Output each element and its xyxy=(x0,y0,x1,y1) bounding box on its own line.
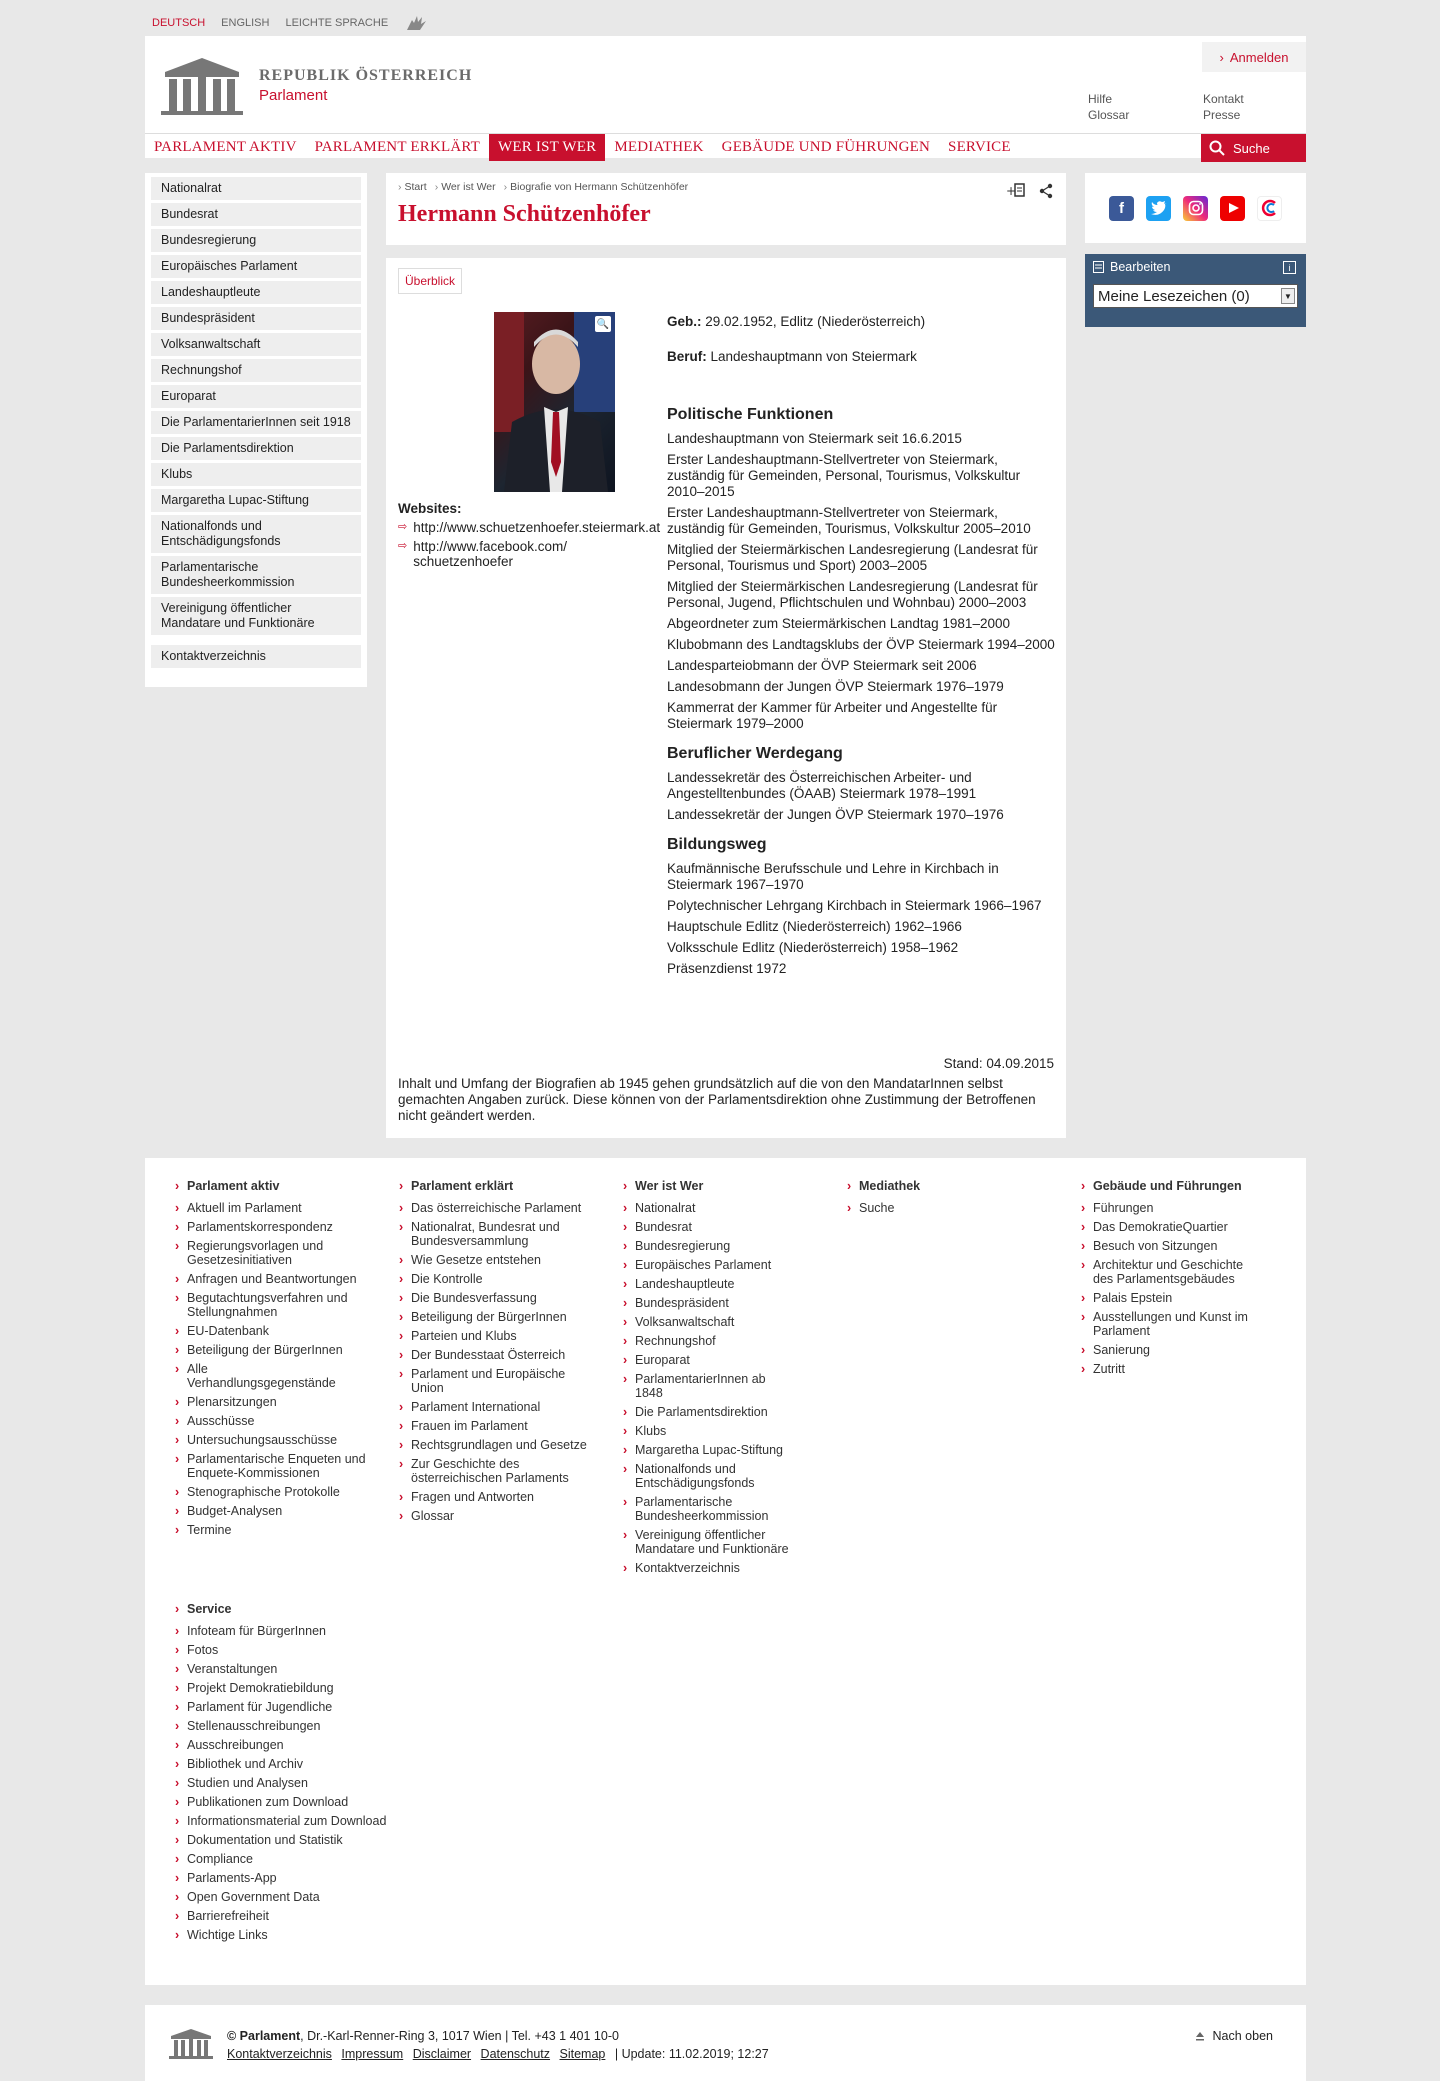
social-links xyxy=(1085,173,1306,243)
portrait-image xyxy=(494,312,615,492)
bookmarks-edit[interactable] xyxy=(1093,260,1298,274)
footer-link[interactable]: › Stellenausschreibungen xyxy=(187,1719,407,1733)
footer-link[interactable]: › Ausschüsse xyxy=(187,1414,367,1428)
footer-info xyxy=(227,2027,769,2063)
sidebar-item[interactable]: Nationalfonds und Entschädigungsfonds xyxy=(151,515,361,553)
page-title: Hermann Schützenhöfer xyxy=(398,201,651,227)
help-link[interactable]: Hilfe xyxy=(1088,92,1113,106)
footer-link[interactable]: › Untersuchungsausschüsse xyxy=(187,1433,367,1447)
breadcrumb-item[interactable]: › Wer ist Wer xyxy=(435,181,496,193)
footer-link[interactable]: › Bundesrat xyxy=(635,1220,815,1234)
footer-link[interactable]: › Open Government Data xyxy=(187,1890,407,1904)
footer-link[interactable]: › Rechnungshof xyxy=(635,1334,815,1348)
search-icon xyxy=(1209,140,1225,156)
nav-wer-ist-wer[interactable]: WER IST WER xyxy=(489,134,605,161)
websites-label: Websites: xyxy=(398,501,462,516)
bookmarks-select[interactable] xyxy=(1093,284,1298,308)
list-item: Landessekretär des Österreichischen Arbeiter- und Angestelltenbundes (ÖAAB) Steiermark 1978–1991 xyxy=(667,770,977,801)
footer-link[interactable]: › Nationalrat, Bundesrat und Bundesversammlung xyxy=(411,1220,591,1248)
footer-link[interactable]: › Parlament für Jugendliche xyxy=(187,1700,407,1714)
footer-link[interactable]: › Margaretha Lupac-Stiftung xyxy=(635,1443,815,1457)
contact-link[interactable]: Kontakt xyxy=(1203,92,1244,106)
list-item: Erster Landeshauptmann-Stellvertreter von Steiermark, zuständig für Gemeinden, Personal, Tourismus, Volkskultur 2010–2015 xyxy=(667,452,1021,499)
main-navigation xyxy=(145,133,1306,161)
footer-sitemap xyxy=(145,1158,1306,1985)
footer-link[interactable]: › Frauen im Parlament xyxy=(411,1419,591,1433)
footer-col-mediathek xyxy=(859,1179,1019,1220)
footer-link[interactable]: › Parteien und Klubs xyxy=(411,1329,591,1343)
title-box xyxy=(386,173,1066,245)
meta-links xyxy=(1088,92,1283,122)
footer-link[interactable]: › Europarat xyxy=(635,1353,815,1367)
sidebar-item[interactable]: Margaretha Lupac-Stiftung xyxy=(151,489,361,512)
footer-bottom-link[interactable]: Kontaktverzeichnis xyxy=(227,2047,332,2061)
lang-en-link[interactable]: ENGLISH xyxy=(221,17,270,29)
website-link[interactable] xyxy=(398,539,660,569)
footer-link[interactable]: › Ausschreibungen xyxy=(187,1738,407,1752)
footer-link[interactable]: › Begutachtungsverfahren und Stellungnahmen xyxy=(187,1291,367,1319)
footer-link[interactable]: › Besuch von Sitzungen xyxy=(1093,1239,1263,1253)
edit-icon xyxy=(1093,261,1104,273)
website-link[interactable] xyxy=(398,520,660,535)
nav-gebaeude[interactable]: GEBÄUDE UND FÜHRUNGEN xyxy=(721,139,931,155)
sidebar-item[interactable]: Europarat xyxy=(151,385,361,408)
list-item: Polytechnischer Lehrgang Kirchbach in Steiermark 1966–1967 xyxy=(667,898,1042,913)
list-item: Abgeordneter zum Steiermärkischen Landtag 1981–2000 xyxy=(667,616,1010,631)
parliament-logo-icon xyxy=(159,54,245,116)
footer-link[interactable]: › Europäisches Parlament xyxy=(635,1258,815,1272)
nav-mediathek[interactable]: MEDIATHEK xyxy=(614,139,704,155)
footer-link[interactable]: › Infoteam für BürgerInnen xyxy=(187,1624,407,1638)
copyright: © Parlament xyxy=(227,2029,301,2043)
sidebar-item[interactable]: Landeshauptleute xyxy=(151,281,361,304)
footer-col-wer xyxy=(635,1179,815,1580)
list-item: Kammerrat der Kammer für Arbeiter und Angestellte für Steiermark 1979–2000 xyxy=(667,700,998,731)
job-row xyxy=(667,349,1057,365)
share-icon[interactable] xyxy=(1038,183,1054,199)
sidebar-item[interactable]: Bundesregierung xyxy=(151,229,361,252)
career-heading: Beruflicher Werdegang xyxy=(667,745,843,762)
sidebar-item[interactable]: Vereinigung öffentlicher Mandatare und Funktionäre xyxy=(151,597,361,635)
footer-link[interactable]: › Parlamentskorrespondenz xyxy=(187,1220,367,1234)
update-date: | Update: 11.02.2019; 12:27 xyxy=(614,2047,769,2061)
search-label: Suche xyxy=(1233,140,1270,156)
footer-heading[interactable]: › Wer ist Wer xyxy=(635,1179,815,1193)
footer-col-service xyxy=(187,1602,407,1947)
nav-parlament-erklaert[interactable]: PARLAMENT ERKLÄRT xyxy=(314,139,481,155)
bottom-bar xyxy=(145,2005,1306,2081)
footer-link[interactable]: › Regierungsvorlagen und Gesetzesinitiativen xyxy=(187,1239,367,1267)
footer-link[interactable]: › ParlamentarierInnen ab 1848 xyxy=(635,1372,775,1400)
list-item: Kaufmännische Berufsschule und Lehre in Kirchbach in Steiermark 1967–1970 xyxy=(667,861,999,892)
footer-heading[interactable]: › Parlament aktiv xyxy=(187,1179,367,1193)
lang-de-link[interactable]: DEUTSCH xyxy=(152,17,206,29)
footer-link[interactable]: › Dokumentation und Statistik xyxy=(187,1833,407,1847)
list-item: Mitglied der Steiermärkischen Landesregierung (Landesrat für Personal, Tourismus und Sport) 2003–2005 xyxy=(667,542,1038,573)
breadcrumb xyxy=(398,181,1054,193)
footer-heading[interactable]: › Service xyxy=(187,1602,407,1616)
footer-link[interactable]: › Publikationen zum Download xyxy=(187,1795,407,1809)
footer-link[interactable]: › Suche xyxy=(859,1201,1019,1215)
footer-link[interactable]: › Nationalrat xyxy=(635,1201,815,1215)
site-header xyxy=(145,36,1306,158)
job-value: Landeshauptmann von Steiermark xyxy=(710,349,917,364)
footer-link[interactable]: › Parlamentarische Bundesheerkommission xyxy=(635,1495,815,1523)
svg-text:+: + xyxy=(1006,184,1017,198)
list-item: Landeshauptmann von Steiermark seit 16.6.2015 xyxy=(667,431,962,446)
footer-link[interactable]: › Bibliothek und Archiv xyxy=(187,1757,407,1771)
footer-link[interactable]: › Budget-Analysen xyxy=(187,1504,367,1518)
back-to-top-label: Nach oben xyxy=(1212,2029,1273,2043)
footer-link[interactable]: › Nationalfonds und Entschädigungsfonds xyxy=(635,1462,815,1490)
external-link-icon: ⇨ xyxy=(398,540,408,552)
footer-link[interactable]: › Wichtige Links xyxy=(187,1928,407,1942)
footer-link[interactable]: › Bundesregierung xyxy=(635,1239,815,1253)
sidebar-item[interactable]: Europäisches Parlament xyxy=(151,255,361,278)
birth-row xyxy=(667,314,1057,330)
footer-col-gebaeude xyxy=(1093,1179,1263,1381)
footer-link[interactable]: › Sanierung xyxy=(1093,1343,1263,1357)
political-functions-heading: Politische Funktionen xyxy=(667,406,834,423)
site-logo[interactable] xyxy=(159,54,472,116)
tab-overview[interactable]: Überblick xyxy=(398,268,462,294)
footer-link[interactable]: › Termine xyxy=(187,1523,367,1537)
stand-date: Stand: 04.09.2015 xyxy=(943,1056,1054,1071)
footer-link[interactable]: › Zutritt xyxy=(1093,1362,1263,1376)
chevron-right-icon: › xyxy=(1219,49,1224,65)
login-button[interactable] xyxy=(1202,42,1306,72)
biography-content xyxy=(386,258,1066,1138)
footer-link[interactable]: › Die Parlamentsdirektion xyxy=(635,1405,815,1419)
footer-link[interactable]: › Beteiligung der BürgerInnen xyxy=(187,1343,367,1357)
address: , Dr.-Karl-Renner-Ring 3, 1017 Wien | Tel. +43 1 401 10-0 xyxy=(300,2029,619,2043)
footer-link[interactable]: › Ausstellungen und Kunst im Parlament xyxy=(1093,1310,1263,1338)
footer-link[interactable]: › Die Bundesverfassung xyxy=(411,1291,591,1305)
footer-col-aktiv xyxy=(187,1179,367,1542)
sidebar-nav xyxy=(145,173,367,687)
footer-link[interactable]: › Wie Gesetze entstehen xyxy=(411,1253,591,1267)
nav-parlament-aktiv[interactable]: PARLAMENT AKTIV xyxy=(154,139,297,155)
flickr-icon[interactable] xyxy=(1257,196,1282,221)
footer-link[interactable]: › Rechtsgrundlagen und Gesetze xyxy=(411,1438,591,1452)
chevron-down-icon: ▼ xyxy=(1281,288,1295,304)
footer-heading[interactable]: › Parlament erklärt xyxy=(411,1179,591,1193)
footer-bottom-link[interactable]: Impressum xyxy=(341,2047,404,2061)
footer-link[interactable]: › Parlament International xyxy=(411,1400,591,1414)
footer-bottom-link[interactable]: Disclaimer xyxy=(412,2047,472,2061)
footer-link[interactable]: › Das DemokratieQuartier xyxy=(1093,1220,1263,1234)
footer-link[interactable]: › Das österreichische Parlament xyxy=(411,1201,591,1215)
list-item: Landesobmann der Jungen ÖVP Steiermark 1976–1979 xyxy=(667,679,1004,694)
footer-link[interactable]: › Kontaktverzeichnis xyxy=(635,1561,815,1575)
footer-link[interactable]: › Parlament und Europäische Union xyxy=(411,1367,591,1395)
footer-link[interactable]: › Zur Geschichte des österreichischen Parlaments xyxy=(411,1457,591,1485)
footer-link[interactable]: › Bundespräsident xyxy=(635,1296,815,1310)
list-item: Präsenzdienst 1972 xyxy=(667,961,787,976)
sidebar-item[interactable]: Nationalrat xyxy=(151,177,361,200)
footer-link[interactable]: › Palais Epstein xyxy=(1093,1291,1263,1305)
footer-link[interactable]: › Vereinigung öffentlicher Mandatare und Funktionäre xyxy=(635,1528,815,1556)
twitter-icon[interactable] xyxy=(1146,196,1171,221)
footer-bottom-link[interactable]: Sitemap xyxy=(559,2047,606,2061)
bookmark-add-icon[interactable] xyxy=(1006,183,1026,199)
nav-service[interactable]: SERVICE xyxy=(948,139,1011,155)
portrait-photo[interactable] xyxy=(494,312,615,492)
footer-link[interactable]: › Architektur und Geschichte des Parlamentsgebäudes xyxy=(1093,1258,1263,1286)
footer-link[interactable]: › Beteiligung der BürgerInnen xyxy=(411,1310,591,1324)
footer-link[interactable]: › Die Kontrolle xyxy=(411,1272,591,1286)
breadcrumb-item[interactable]: › Start xyxy=(398,181,427,193)
sidebar-item[interactable]: Kontaktverzeichnis xyxy=(151,645,361,668)
title-tools xyxy=(1006,183,1054,199)
sidebar-item[interactable]: Bundespräsident xyxy=(151,307,361,330)
footer-link[interactable]: › Führungen xyxy=(1093,1201,1263,1215)
list-item: Erster Landeshauptmann-Stellvertreter von Steiermark, zuständig für Gemeinden, Tourismus, Volkskultur 2005–2010 xyxy=(667,505,1031,536)
list-item: Hauptschule Edlitz (Niederösterreich) 1962–1966 xyxy=(667,919,962,934)
footer-link[interactable]: › Fotos xyxy=(187,1643,407,1657)
footer-link[interactable]: › Alle Verhandlungsgegenstände xyxy=(187,1362,347,1390)
sidebar-item[interactable]: Volksanwaltschaft xyxy=(151,333,361,356)
footer-link[interactable]: › Veranstaltungen xyxy=(187,1662,407,1676)
brand-name: REPUBLIK ÖSTERREICH xyxy=(259,66,473,84)
footer-link[interactable]: › Stenographische Protokolle xyxy=(187,1485,367,1499)
birth-label: Geb.: xyxy=(667,314,702,329)
sidebar-item[interactable]: Rechnungshof xyxy=(151,359,361,382)
websites-section xyxy=(398,501,660,569)
footer-heading[interactable]: › Gebäude und Führungen xyxy=(1093,1179,1263,1193)
footer-link[interactable]: › Barrierefreiheit xyxy=(187,1909,407,1923)
list-item: Klubobmann des Landtagsklubs der ÖVP Steiermark 1994–2000 xyxy=(667,637,1055,652)
arrow-up-icon xyxy=(1195,2031,1205,2041)
footer-link[interactable]: › Aktuell im Parlament xyxy=(187,1201,367,1215)
footer-link[interactable]: › EU-Datenbank xyxy=(187,1324,367,1338)
footer-bottom-link[interactable]: Datenschutz xyxy=(480,2047,551,2061)
breadcrumb-item: › Biografie von Hermann Schützenhöfer xyxy=(504,181,689,193)
education-heading: Bildungsweg xyxy=(667,836,767,853)
footer-heading[interactable]: › Mediathek xyxy=(859,1179,1019,1193)
press-link[interactable]: Presse xyxy=(1203,108,1241,122)
birth-value: 29.02.1952, Edlitz (Niederösterreich) xyxy=(705,314,926,329)
footer-col-erklaert xyxy=(411,1179,591,1528)
sidebar-item[interactable]: Parlamentarische Bundesheerkommission xyxy=(151,556,361,594)
website-url[interactable]: http://www.facebook.com/ schuetzenhoefer xyxy=(413,539,568,569)
job-label: Beruf: xyxy=(667,349,707,364)
instagram-icon[interactable] xyxy=(1183,196,1208,221)
youtube-icon[interactable] xyxy=(1220,196,1245,221)
zoom-icon[interactable]: 🔍 xyxy=(595,316,611,332)
footer-link[interactable]: › Landeshauptleute xyxy=(635,1277,815,1291)
sidebar-item[interactable]: Die ParlamentarierInnen seit 1918 xyxy=(151,411,361,434)
brand-sub: Parlament xyxy=(259,86,328,104)
footer-link[interactable]: › Projekt Demokratiebildung xyxy=(187,1681,407,1695)
footer-link[interactable]: › Glossar xyxy=(411,1509,591,1523)
login-label: Anmelden xyxy=(1229,49,1289,65)
website-url[interactable]: http://www.schuetzenhoefer.steiermark.at xyxy=(413,520,661,535)
bookmarks-select-value: Meine Lesezeichen (0) xyxy=(1098,287,1250,305)
bookmarks-panel xyxy=(1085,254,1306,327)
footer-link[interactable]: › Plenarsitzungen xyxy=(187,1395,367,1409)
footer-link[interactable]: › Volksanwaltschaft xyxy=(635,1315,815,1329)
external-link-icon: ⇨ xyxy=(398,521,408,533)
bookmarks-edit-label: Bearbeiten xyxy=(1110,260,1171,274)
sidebar-item[interactable]: Die Parlamentsdirektion xyxy=(151,437,361,460)
list-item: Landesparteiobmann der ÖVP Steiermark seit 2006 xyxy=(667,658,977,673)
info-icon[interactable]: i xyxy=(1283,261,1296,274)
lang-easy-link[interactable]: LEICHTE SPRACHE xyxy=(285,17,389,29)
footer-link[interactable]: › Anfragen und Beantwortungen xyxy=(187,1272,367,1286)
list-item: Mitglied der Steiermärkischen Landesregierung (Landesrat für Personal, Jugend, Pflichtschulen und Wohnbau) 2000–2003 xyxy=(667,579,1038,610)
bio-info xyxy=(667,314,1057,982)
footer-link[interactable]: › Studien und Analysen xyxy=(187,1776,407,1790)
disclaimer-text: Inhalt und Umfang der Biografien ab 1945 gehen grundsätzlich auf die von den MandatarInnen selbst gemachten Angaben zurück. Diese können von der Parlamentsdirektion ohne Zustimmung der Betroffenen nicht geändert werden. xyxy=(398,1076,1036,1123)
footer-link[interactable]: › Compliance xyxy=(187,1852,407,1866)
footer-link[interactable]: › Informationsmaterial zum Download xyxy=(187,1814,407,1828)
parliament-logo-icon xyxy=(169,2027,213,2059)
list-item: Landessekretär der Jungen ÖVP Steiermark 1970–1976 xyxy=(667,807,1004,822)
footer-link[interactable]: › Klubs xyxy=(635,1424,815,1438)
footer-link[interactable]: › Parlaments-App xyxy=(187,1871,407,1885)
footer-link[interactable]: › Der Bundesstaat Österreich xyxy=(411,1348,591,1362)
sidebar-item[interactable]: Bundesrat xyxy=(151,203,361,226)
language-bar xyxy=(152,14,428,32)
footer-link[interactable]: › Fragen und Antworten xyxy=(411,1490,591,1504)
glossary-link[interactable]: Glossar xyxy=(1088,108,1130,122)
list-item: Volksschule Edlitz (Niederösterreich) 1958–1962 xyxy=(667,940,959,955)
sign-language-icon[interactable] xyxy=(404,14,428,32)
search-button[interactable] xyxy=(1201,134,1306,162)
back-to-top-link[interactable] xyxy=(1195,2029,1273,2043)
sidebar-item[interactable]: Klubs xyxy=(151,463,361,486)
footer-link[interactable]: › Parlamentarische Enqueten und Enquete-Kommissionen xyxy=(187,1452,367,1480)
facebook-icon[interactable]: f xyxy=(1109,196,1134,221)
